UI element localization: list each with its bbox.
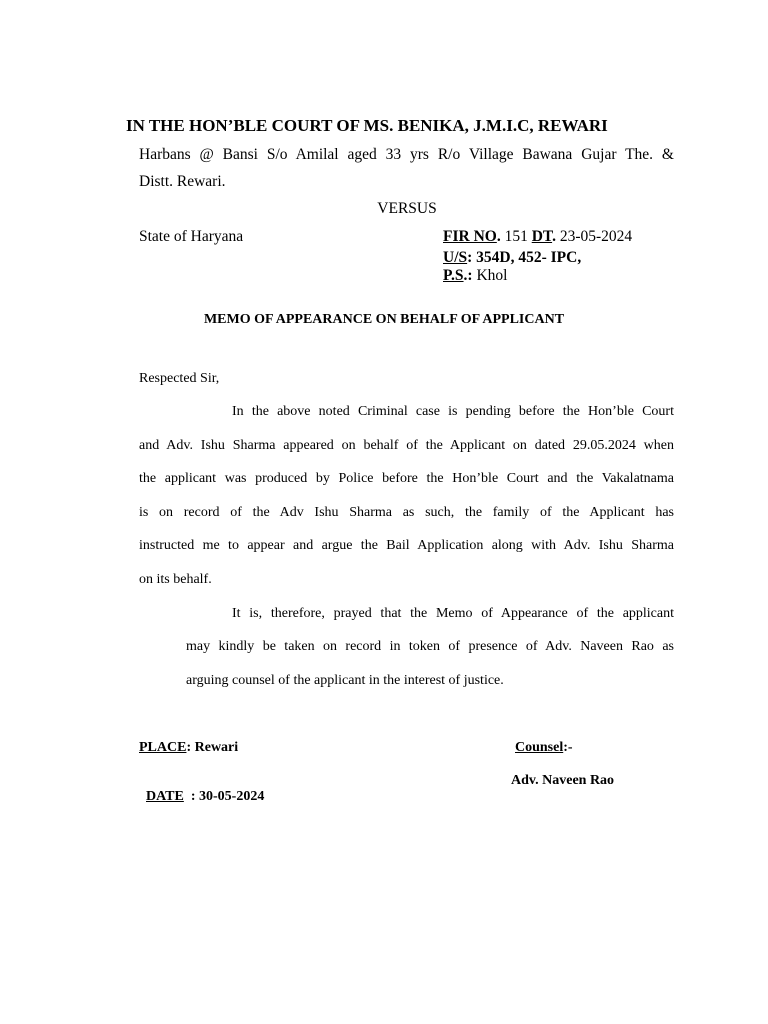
counsel-line xyxy=(515,740,573,756)
date-value: : 30-05-2024 xyxy=(183,789,265,804)
police-station-line xyxy=(443,267,507,285)
fir-dot: . xyxy=(496,228,501,245)
paragraph-line: arguing counsel of the applicant in the interest of justice. xyxy=(186,673,504,688)
respondent-name: State of Haryana xyxy=(139,228,244,245)
paragraph-line: the applicant was produced by Police before the Hon’ble Court and the Vakalatnama xyxy=(139,471,674,486)
dt-dot: . xyxy=(552,228,556,245)
paragraph-line: is on record of the Adv Ishu Sharma as such, the family of the Applicant has xyxy=(139,505,674,520)
place-value: : Rewari xyxy=(186,740,239,755)
paragraph-line: It is, therefore, prayed that the Memo of Appearance of the applicant xyxy=(232,606,674,621)
applicant-line-1: Harbans @ Bansi S/o Amilal aged 33 yrs R/o Village Bawana Gujar The. & xyxy=(139,146,674,163)
salutation: Respected Sir, xyxy=(139,371,220,386)
counsel-name: Adv. Naveen Rao xyxy=(511,773,615,788)
paragraph-line: In the above noted Criminal case is pending before the Hon’ble Court xyxy=(232,404,674,419)
fir-date: 23-05-2024 xyxy=(559,228,633,245)
us-label: U/S xyxy=(443,249,468,266)
paragraph-line: instructed me to appear and argue the Bail Application along with Adv. Ishu Sharma xyxy=(139,538,674,553)
court-title: IN THE HON’BLE COURT OF MS. BENIKA, J.M.I.C, REWARI xyxy=(126,116,608,135)
versus-label: VERSUS xyxy=(377,200,437,217)
fir-label: FIR NO xyxy=(443,228,497,245)
place-line xyxy=(139,740,238,756)
place-label: PLACE xyxy=(139,740,187,755)
applicant-line-2: Distt. Rewari. xyxy=(139,173,226,190)
ps-label: P.S xyxy=(443,267,464,284)
paragraph-line: and Adv. Ishu Sharma appeared on behalf of the Applicant on dated 29.05.2024 when xyxy=(139,438,674,453)
sections-line xyxy=(443,249,581,267)
fir-details xyxy=(443,228,632,246)
paragraph-line: may kindly be taken on record in token of presence of Adv. Naveen Rao as xyxy=(186,639,674,654)
us-value: : 354D, 452- IPC, xyxy=(467,249,582,266)
ps-sep: .: xyxy=(463,267,473,284)
counsel-suffix: :- xyxy=(563,740,573,755)
dt-label: DT xyxy=(531,228,553,245)
ps-value: Khol xyxy=(476,267,508,284)
date-line xyxy=(139,773,264,805)
date-label: DATE xyxy=(146,789,184,804)
fir-number: 151 xyxy=(504,228,528,245)
memo-title: MEMO OF APPEARANCE ON BEHALF OF APPLICANT xyxy=(203,312,565,327)
counsel-label: Counsel xyxy=(515,740,564,755)
paragraph-line: on its behalf. xyxy=(139,572,212,587)
